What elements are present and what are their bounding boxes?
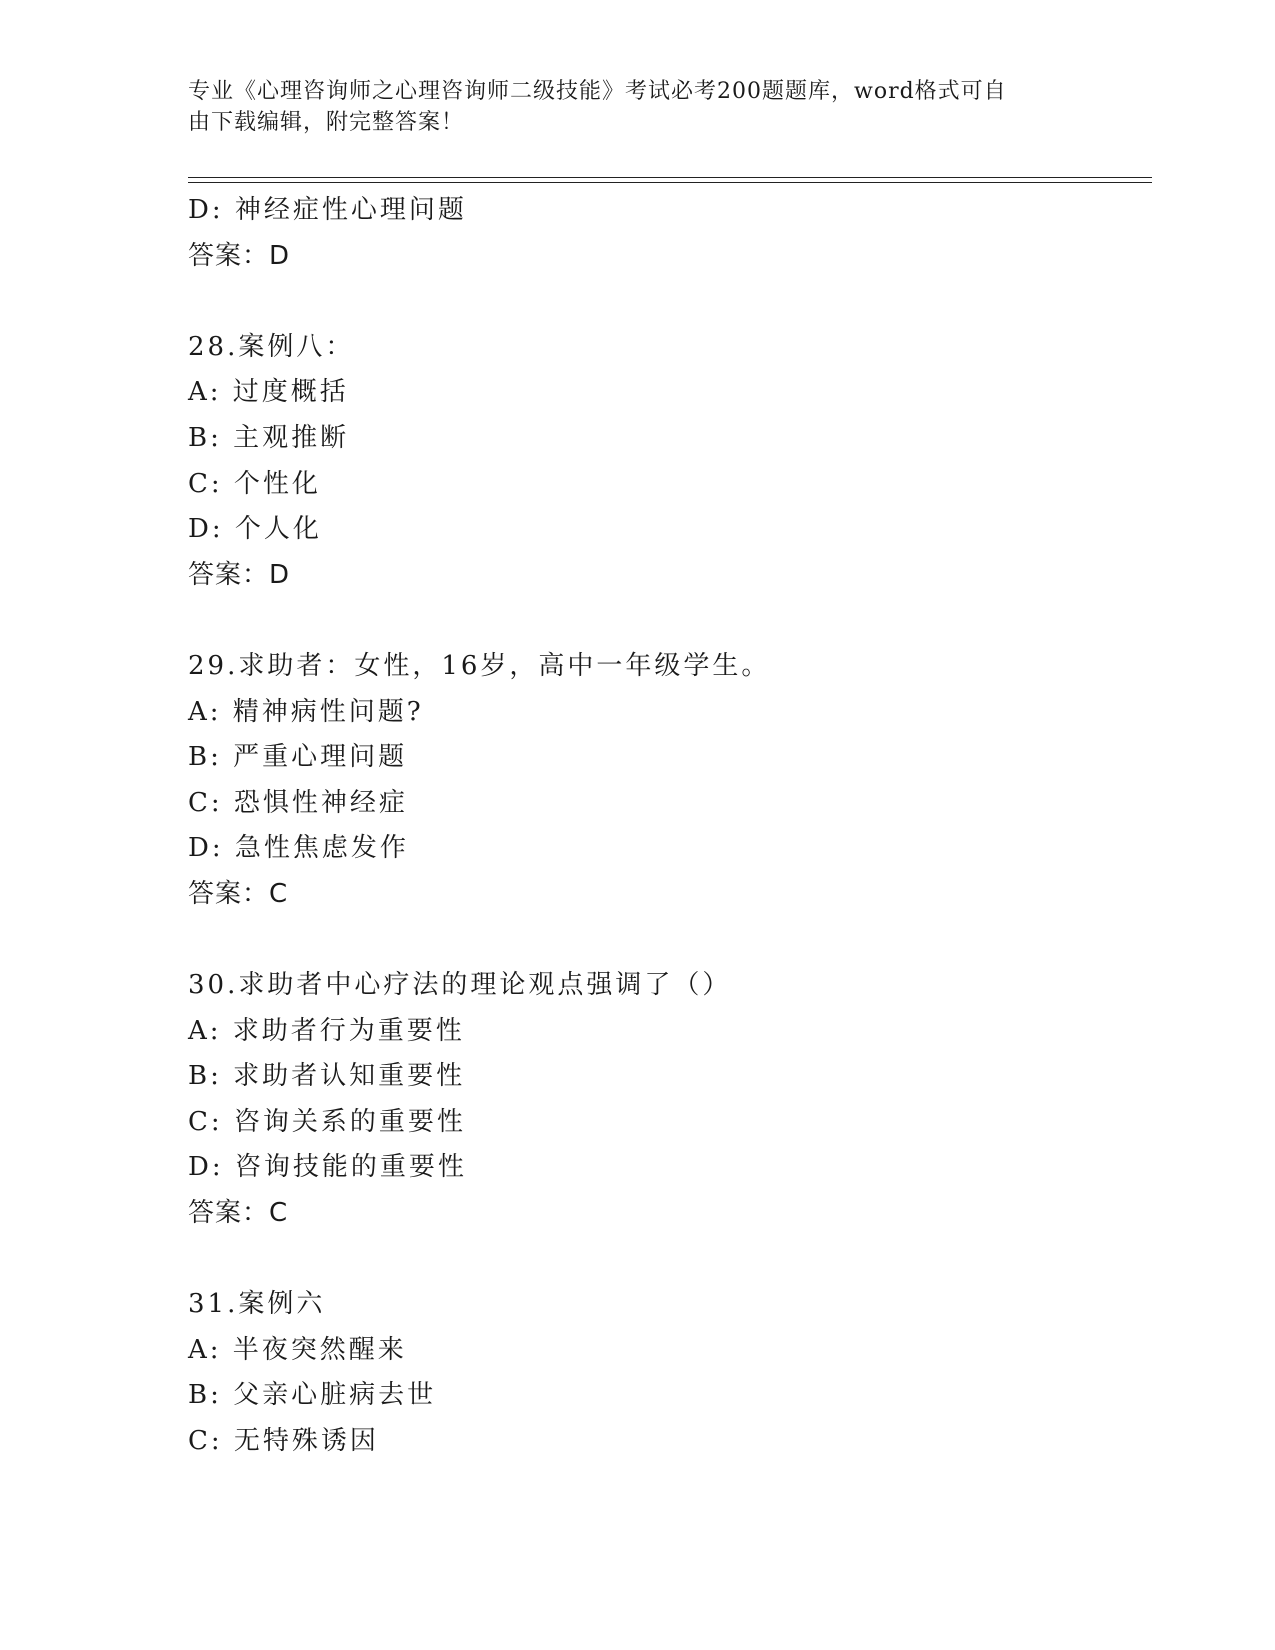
answer-line: 答案：C — [188, 1198, 289, 1229]
option-c: C: 个性化 — [188, 468, 321, 499]
option-d: D: 急性焦虑发作 — [188, 833, 409, 864]
option-b: B: 严重心理问题 — [188, 742, 408, 773]
spacer — [188, 918, 1152, 964]
question-stem: 30.求助者中心疗法的理论观点强调了（） — [188, 970, 732, 1001]
option-b: B: 父亲心脏病去世 — [188, 1380, 437, 1411]
option-b: B: 主观推断 — [188, 422, 350, 453]
answer-line: 答案：C — [188, 878, 289, 909]
option-c: C: 恐惧性神经症 — [188, 787, 408, 818]
option-d: D: 神经症性心理问题 — [188, 195, 467, 225]
question-31 — [188, 1282, 1152, 1464]
document-header — [188, 76, 1088, 138]
option-a: A: 求助者行为重要性 — [188, 1015, 465, 1046]
option-c: C: 无特殊诱因 — [188, 1426, 379, 1457]
spacer — [188, 1237, 1152, 1283]
question-list — [188, 188, 1152, 1465]
question-30 — [188, 963, 1152, 1237]
option-c: C: 咨询关系的重要性 — [188, 1106, 466, 1137]
answer-line: 答案：D — [188, 559, 291, 590]
header-divider-bottom — [188, 182, 1152, 183]
spacer — [188, 279, 1152, 325]
header-line-1: 专业《心理咨询师之心理咨询师二级技能》考试必考200题题库，word格式可自 — [188, 79, 1007, 104]
option-b: B: 求助者认知重要性 — [188, 1061, 466, 1092]
option-a: A: 精神病性问题? — [188, 696, 424, 727]
question-29 — [188, 644, 1152, 918]
question-28 — [188, 325, 1152, 599]
option-a: A: 半夜突然醒来 — [188, 1334, 407, 1365]
question-stem: 28.案例八： — [188, 331, 355, 362]
option-d: D: 个人化 — [188, 514, 322, 545]
previous-question-tail — [188, 188, 1152, 279]
header-divider-top — [188, 177, 1152, 178]
spacer — [188, 598, 1152, 644]
question-stem: 29.求助者：女性，16岁，高中一年级学生。 — [188, 650, 771, 681]
question-stem: 31.案例六 — [188, 1289, 326, 1320]
answer-line: 答案：D — [188, 240, 291, 271]
option-a: A: 过度概括 — [188, 377, 349, 408]
header-line-2: 由下载编辑，附完整答案！ — [188, 110, 465, 135]
option-d: D: 咨询技能的重要性 — [188, 1152, 467, 1183]
